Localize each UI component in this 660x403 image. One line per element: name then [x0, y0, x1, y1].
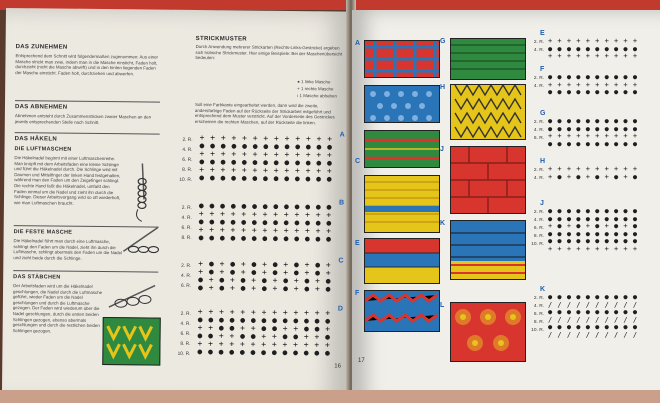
- stitch-chart-j: ● ● ● ● ● ● ● ● ● ● ● ● ● ● ● ● ● ● ● ● + ● + ● + ● + ● + ● ● ● ● ● ● ● ● ● ● ● ● ● ● ● ● ● ● ● ● ● + + + + + + + + + +: [548, 207, 638, 253]
- pattern-letter: K: [540, 286, 546, 293]
- row-label: 8. R.: [180, 341, 191, 347]
- text-feste-masche: Die Häkelnadel führt man durch eine Luftmasche, schlingt den Faden um die Nadel, zieht ihn durch die Luftmasche, schlingt abermals den Faden um die Nadel und zieht beide durch die Schlinge.: [13, 238, 123, 261]
- stitch-chart-k: ● ● ● ● ● ● ● ● ● ● / / / / / / / / / / ● ● ● ● ● ● ● ● ● ● / / / / / / / / / / ● ● ● ● ● ● ● ● ● ● / / / / / / / / / /: [548, 293, 638, 339]
- row-label: 8. R.: [181, 235, 192, 241]
- pattern-letter: J: [540, 200, 544, 207]
- stitch-chart-c: + ● + ● + ● + ● + ● + ● + + ● + ● + ● + ● + ● + ● + ● + ● + ● + ● + ● + ● + ● ● + ● + ● + ● + ● + ● + ●: [198, 259, 332, 294]
- row-label: 4. R.: [533, 128, 544, 133]
- swatch-letter: L: [440, 302, 445, 309]
- right-page: [352, 10, 660, 403]
- row-label: 4. R.: [533, 176, 544, 181]
- text-luftmaschen: Die Häkelnadel beginnt mit einer Luftmaschenreihe. Man knüpft mit dem Arbeitsfaden eine kleine Schlinge und führt die Häkelnadel durch. Die Schlinge wird mit Daumen und Mittelfinger der linken Hand festgehalten, während man den Faden um den Zeigefinger schlingt. Die rechte Hand faßt die Häkelnadel, umfaßt den Faden einmal um die Nadel und zieht ihn durch die Schlinge. Dieser Arbeitsvorgang wird so oft wiederholt, wie man Luftmaschen braucht.: [13, 155, 121, 206]
- row-label: 2. R.: [533, 296, 544, 301]
- row-label: 4. R.: [181, 273, 192, 279]
- swatch-l: [450, 302, 526, 362]
- stitch-chart-g: ● ● ● ● ● ● ● ● ● ● ● ● ● ● ● ● ● ● ● ● + + + + + + + + + + ● ● ● ● ● ● ● ● ● ●: [548, 117, 638, 148]
- legend-label: 1 rechte Masche: [300, 86, 334, 92]
- row-label: 4. R.: [182, 147, 193, 153]
- row-label: 10. R.: [531, 328, 544, 333]
- legend-slip-stitch: ı 1 Masche abheben: [297, 93, 337, 99]
- swatch-g: [450, 38, 526, 80]
- row-label: 2. R.: [533, 168, 544, 173]
- text-abnehmen: Abnehmen entsteht durch Zusammenstricken zweier Maschen an den jeweils entsprechenden Stelle nach Schnitt.: [14, 113, 152, 125]
- double-crochet-illustration: [107, 281, 159, 316]
- stitch-chart-a: + + + + + + + + + + + + + ● ● ● ● ● ● ● ● ● ● ● ● ● + + + + + + + + + + + + + ● ● ● ● ● ● ● ● ● ● ● ● ● + + + + + + + + + + + + + ● ● ● ● ● ● ● ● ● ● ● ● ●: [199, 133, 333, 184]
- row-label: 2. R.: [533, 120, 544, 125]
- row-label: 4. R.: [533, 84, 544, 89]
- stitch-chart-f: ● ● ● ● ● ● ● ● ● ● + + + + + + + + + + ● ● ● ● ● ● ● ● ● ●: [548, 73, 638, 96]
- legend-label: 1 Masche abheben: [299, 93, 337, 99]
- swatch-letter: A: [355, 40, 361, 47]
- legend-label: 1 linke Masche: [301, 79, 331, 85]
- heading-haekeln: DAS HÄKELN: [14, 136, 58, 143]
- swatch-letter: J: [440, 146, 444, 153]
- heading-abnehmen: DAS ABNEHMEN: [14, 104, 68, 111]
- swatch-k: [450, 220, 526, 280]
- row-label: 10. R.: [179, 177, 193, 183]
- row-label: 8. R.: [533, 320, 544, 325]
- pattern-letter: D: [337, 305, 343, 313]
- swatch-letter: E: [355, 240, 360, 247]
- subheading-staebchen: DAS STÄBCHEN: [13, 274, 61, 281]
- page-number: 17: [358, 358, 365, 364]
- swatch-c: [364, 130, 440, 168]
- page-number: 16: [334, 363, 341, 370]
- row-label: 6. R.: [182, 157, 193, 163]
- divider: [15, 132, 160, 134]
- row-label: 4. R.: [533, 218, 544, 223]
- heading-zunehmen: DAS ZUNEHMEN: [15, 44, 68, 51]
- row-label: 10. R.: [531, 242, 544, 247]
- swatch-a: [364, 40, 440, 78]
- text-farbkante: Soll eine Farbkante eingearbeitet werden, dann wird die zweite, andersfarbige Faden auf der Rückseite der Strickarbeit mitgeführt und entsprechend dem Muster verstrickt. Auf der Vorderseite des Gestrickes erscheinen die rechten Maschen, auf der Rückseite die linken.: [194, 101, 335, 126]
- pattern-letter: F: [540, 66, 545, 73]
- stitch-chart-h: + + + + + + + + + + + ● + ● + ● + ● + ●: [548, 165, 638, 181]
- row-label: 10. R.: [177, 351, 191, 357]
- subheading-luftmaschen: DIE LUFTMASCHEN: [14, 146, 72, 153]
- swatch-letter: K: [440, 220, 446, 227]
- row-label: 8. R.: [182, 167, 193, 173]
- swatch-letter: H: [440, 84, 446, 91]
- row-label: 2. R.: [182, 137, 193, 143]
- pattern-letter: E: [540, 30, 545, 37]
- divider: [15, 100, 160, 102]
- row-label: 6. R.: [533, 312, 544, 317]
- subheading-feste-masche: DIE FESTE MASCHE: [13, 229, 73, 236]
- row-label: 2. R.: [533, 210, 544, 215]
- row-label: 2. R.: [180, 311, 191, 317]
- pattern-letter: C: [338, 257, 344, 265]
- stitch-chart-e: + + + + + + + + + + ● ● ● ● ● ● ● ● ● ● + + + + + + + + + +: [548, 37, 638, 60]
- pattern-letter: G: [540, 110, 546, 117]
- legend-left-stitch: ● 1 linke Masche: [297, 79, 331, 85]
- divider: [13, 270, 158, 272]
- swatch-letter: G: [440, 38, 446, 45]
- legend-right-stitch: + 1 rechte Masche: [297, 86, 334, 92]
- row-label: 4. R.: [181, 215, 192, 221]
- book-page-edge: [0, 390, 660, 403]
- swatch-letter: F: [355, 290, 360, 297]
- crochet-sample-swatch: [102, 317, 160, 366]
- swatch-f: [364, 290, 440, 332]
- swatch-b: [364, 85, 440, 123]
- text-staebchen: Der Arbeitsfaden wird um die Häkelnadel geschlungen, die Nadel durch die Luftmasche geführt, wieder Faden um die Nadel geschlungen und durch die Luftmasche gezogen. Der Faden wird wiederum über die Nadel geschlungen, durch die ersten beiden Schlingen gezogen, ebenso abermals geschlungen und durch die restlichen beiden Schlingen gezogen.: [12, 283, 103, 334]
- row-label: 6. R.: [533, 226, 544, 231]
- swatch-letter: C: [355, 158, 361, 165]
- stitch-chart-d: + + + + + + + + + + + + + ● ● ● ● ● ● ● ● ● ● ● ● ● + + ● ● + + ● ● + + ● ● + ● ● + + ● ● + + ● ● + + ● + + + + + + + + + + + + + ● ● ● ● ● ● ● ● ● ● ● ● ●: [197, 307, 331, 358]
- swatch-j: [450, 146, 526, 214]
- row-label: 4. R.: [180, 321, 191, 327]
- row-label: 6. R.: [180, 283, 192, 289]
- row-label: 4. R.: [533, 304, 544, 309]
- row-label: 2. R.: [533, 40, 544, 45]
- crochet-chain-illustration: [122, 159, 163, 225]
- pattern-letter: H: [540, 158, 546, 165]
- pattern-letter: B: [338, 199, 345, 207]
- row-label: 2. R.: [181, 263, 192, 269]
- row-label: 4. R.: [533, 48, 544, 53]
- swatch-d: [364, 175, 440, 233]
- pattern-letter: A: [339, 131, 345, 139]
- row-label: 2. R.: [181, 205, 192, 211]
- swatch-h: [450, 84, 526, 140]
- row-label: 6. R.: [181, 225, 192, 231]
- crochet-stitch-illustration: [121, 221, 163, 261]
- row-label: 6. R.: [533, 136, 544, 141]
- left-page: [2, 8, 351, 403]
- text-strickmuster-intro: Durch Anwendung mehrerer Strickarten (Rechts-Links-Gestricke) ergeben sich hübsche Strickmuster. Hier einige Beispiele: Bei der Maschenübersicht bedeuten:: [195, 43, 343, 61]
- swatch-e: [364, 238, 440, 284]
- text-zunehmen: Entsprechend dem Schnitt wird folgendermaßen zugenommen: Aus einer Masche strickt man zwei, indem man in die Masche einsticht, Faden holt, durchzieht (nicht die Masche abwirft) und in den hinten liegenden Faden der Masche einsticht. Faden holt, durchziehen und abwerfen.: [15, 53, 159, 77]
- heading-strickmuster: STRICKMUSTER: [195, 35, 247, 43]
- row-label: 2. R.: [533, 76, 544, 81]
- row-label: 6. R.: [180, 331, 191, 337]
- row-label: 8. R.: [533, 234, 544, 239]
- stitch-chart-b: ● ● ● ● ● ● ● ● ● ● ● ● ● + + + + + + + + + + + + + ● ● ● ● ● ● ● ● ● ● ● ● ● + + + + + + + + + + + + + ● ● ● ● ● ● ● ● ● ● ● ● ●: [198, 201, 332, 244]
